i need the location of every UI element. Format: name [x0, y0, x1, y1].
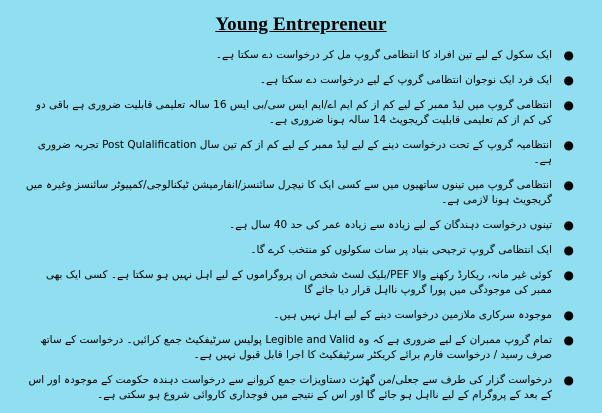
- list-item: [22, 373, 574, 403]
- list-item: [22, 98, 574, 128]
- page-title: Young Entrepreneur: [215, 14, 387, 35]
- bullet-icon: ●: [563, 373, 574, 387]
- list-item: [22, 268, 574, 298]
- list-item: [22, 73, 574, 88]
- list-item: [22, 218, 574, 233]
- requirements-list: [22, 48, 574, 413]
- list-item-text: موجودہ سرکاری ملازمین درخواست دینے کے لیے اہل نہیں ہیں۔: [273, 309, 552, 321]
- list-item-text: درخواست گزار کی طرف سے جعلی/من گھڑت دستاویزات جمع کروانے سے درخواست دہندہ حکومت کے موجودہ اور اس کے بعد کے پروگرام کے لیے نااہل ہو جائے گا اور اس کے نتیجے میں فوجداری کاروائی شروع ہو سکتی ہے۔: [28, 374, 552, 401]
- list-item-text: انتظامیہ گروپ کے تحت درخواست دینے کے لیے لیڈ ممبر کے لیے کم از کم تین سال Post Qulalification تجربہ ضروری ہے۔: [37, 139, 552, 166]
- list-item: [22, 48, 574, 63]
- list-item-text: تینوں درخواست دہندگان کے لیے زیادہ سے زیادہ عمر کی حد 40 سال ہے۔: [229, 219, 552, 231]
- list-item-text: ایک فرد ایک نوجوان انتظامی گروپ کے لیے درخواست دے سکتا ہے۔: [259, 74, 552, 86]
- list-item-text: تمام گروپ ممبران کے لیے ضروری ہے کہ وہ Legible and Valid پولیس سرٹیفکیٹ جمع کرائیں۔ درخواست کے ساتھ صرف رسید / درخواست فارم برائے کریکٹر سرٹیفکیٹ کا اجرا قابل قبول نہیں ہے۔: [40, 334, 552, 361]
- bullet-icon: ●: [563, 73, 574, 87]
- list-item-text: کوئی غیر مانہ، ریکارڈ رکھنے والا PEF/بلیک لسٹ شخص ان پروگراموں کے لیے اہل نہیں ہو سکتا ہے۔ کسی ایک بھی ممبر کی موجودگی میں پورا گروپ نااہل قرار دیا جائے گا: [45, 269, 552, 296]
- bullet-icon: ●: [563, 98, 574, 112]
- list-item: [22, 308, 574, 323]
- bullet-icon: ●: [563, 243, 574, 257]
- bullet-icon: ●: [563, 48, 574, 62]
- list-item-text: انتظامی گروپ میں تینوں ساتھیوں میں سے کسی ایک کا نیچرل سائنسز/انفارمیشن ٹیکنالوجی/کمپیوٹر سائنسز وغیرہ میں گریجویٹ ہونا لازمی ہے۔: [25, 179, 552, 206]
- bullet-icon: ●: [563, 218, 574, 232]
- list-item-text: ایک سکول کے لیے تین افراد کا انتظامی گروپ مل کر درخواست دے سکتا ہے۔: [215, 49, 552, 61]
- list-item: [22, 138, 574, 168]
- bullet-icon: ●: [563, 308, 574, 322]
- list-item: [22, 243, 574, 258]
- list-item-text: ایک انتظامی گروپ ترجیحی بنیاد پر سات سکولوں کو منتخب کرے گا۔: [250, 244, 552, 256]
- list-item: [22, 333, 574, 363]
- bullet-icon: ●: [563, 333, 574, 347]
- bullet-icon: ●: [563, 138, 574, 152]
- bullet-icon: ●: [563, 178, 574, 192]
- list-item-text: انتظامی گروپ میں لیڈ ممبر کے لیے کم از کم ایم اے/ایم ایس سی/بی ایس 16 سالہ تعلیمی قابلیت ضروری ہے باقی دو کی کم از کم تعلیمی قابلیت گریجویٹ 14 سالہ ہونا ضروری ہے۔: [35, 99, 552, 126]
- bullet-icon: ●: [563, 268, 574, 282]
- list-item: [22, 178, 574, 208]
